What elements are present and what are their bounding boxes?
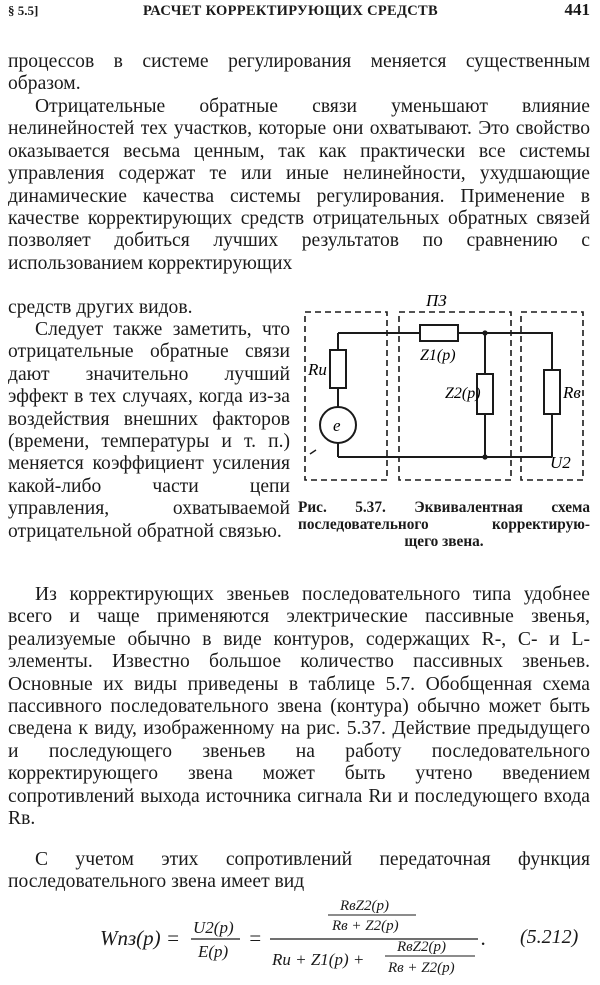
circuit-diagram bbox=[298, 290, 593, 495]
rv-resistor bbox=[544, 370, 560, 414]
label-rh: Rи bbox=[308, 360, 327, 379]
rh-resistor bbox=[330, 350, 346, 388]
equation-5-212 bbox=[0, 895, 600, 985]
label-rv: Rв bbox=[563, 383, 581, 402]
paragraph-2: Отрицательные обратные связи уменьшают влияние нелинейностей тех участков, которые они охватывают. Это свойство оказывается весьма ценным, так как практически все системы управления содержат те или иные нелинейности, ухудшающие динамические качества системы регулирования. Применение в качестве корректирующих средств отрицательных обратных связей позволяет добиться лучших результатов по сравнению с использованием корректирующих bbox=[8, 96, 590, 274]
page-number: 441 bbox=[564, 0, 590, 19]
paragraph-2-end: средств других видов. bbox=[8, 297, 193, 318]
eq-den-prefix: Rи + Z1(p) + bbox=[272, 950, 365, 969]
label-e: e bbox=[333, 416, 341, 435]
eq-equals: = bbox=[248, 926, 263, 950]
eq-inner-num-bot: RвZ2(p) bbox=[397, 939, 447, 955]
eq-number: (5.212) bbox=[520, 926, 579, 948]
eq-frac1-num: U2(p) bbox=[193, 918, 234, 937]
label-z1: Z1(p) bbox=[420, 347, 456, 364]
eq-inner-den-top: Rв + Z2(p) bbox=[332, 918, 399, 934]
label-u2: U2 bbox=[550, 453, 571, 472]
node-bottom bbox=[482, 454, 487, 459]
running-title: РАСЧЕТ КОРРЕКТИРУЮЩИХ СРЕДСТВ bbox=[143, 3, 439, 19]
section-ref: § 5.5] bbox=[8, 3, 39, 18]
caption-line-2: последовательного корректирую- bbox=[298, 516, 590, 533]
paragraph-1: процессов в системе регулирования меняется существенным образом. bbox=[8, 51, 590, 95]
eq-inner-num-top: RвZ2(p) bbox=[340, 898, 390, 914]
label-pz: ПЗ bbox=[426, 291, 447, 310]
label-z2: Z2(p) bbox=[445, 385, 481, 402]
source-box bbox=[305, 312, 387, 480]
paragraph-3: Следует также заметить, что отрицательные обратные связи дают значительно лучший эффект в тех случаях, когда из-за воздействия внешних факторов (времени, температуры и т. п.) меняется коэффициент усиления какой-либо части цепи управления, охватываемой отрицательной обратной связью. bbox=[8, 319, 290, 542]
eq-lhs: Wпз(p) = bbox=[100, 926, 181, 950]
caption-line-3: щего звена. bbox=[404, 533, 484, 550]
eq-inner-den-bot: Rв + Z2(p) bbox=[388, 960, 455, 976]
caption-line-1: Рис. 5.37. Эквивалентная схема bbox=[298, 499, 590, 516]
running-header bbox=[8, 0, 590, 24]
z1-resistor bbox=[420, 325, 458, 341]
eq-frac1-den: E(p) bbox=[198, 942, 229, 961]
node-top bbox=[482, 330, 487, 335]
paragraph-4: Из корректирующих звеньев последовательного типа удобнее всего и чаще применяются электрические пассивные звенья, реализуемые обычно в виде контуров, содержащих R-, C- и L-элементы. Известно большое количество пассивных звеньев. Основные их виды приведены в таблице 5.7. Обобщенная схема пассивного последовательного звена (контура) обычно может быть сведена к виду, изображенному на рис. 5.37. Действие предыдущего и последующего звеньев на работу последовательного корректирующего звена может быть учтено введением сопротивлений выхода источника сигнала Rи и последующего входа Rв. bbox=[8, 584, 590, 830]
figure-caption bbox=[298, 499, 590, 550]
eq-period: . bbox=[481, 926, 487, 950]
paragraph-5: С учетом этих сопротивлений передаточная функция последовательного звена имеет вид bbox=[8, 849, 590, 893]
